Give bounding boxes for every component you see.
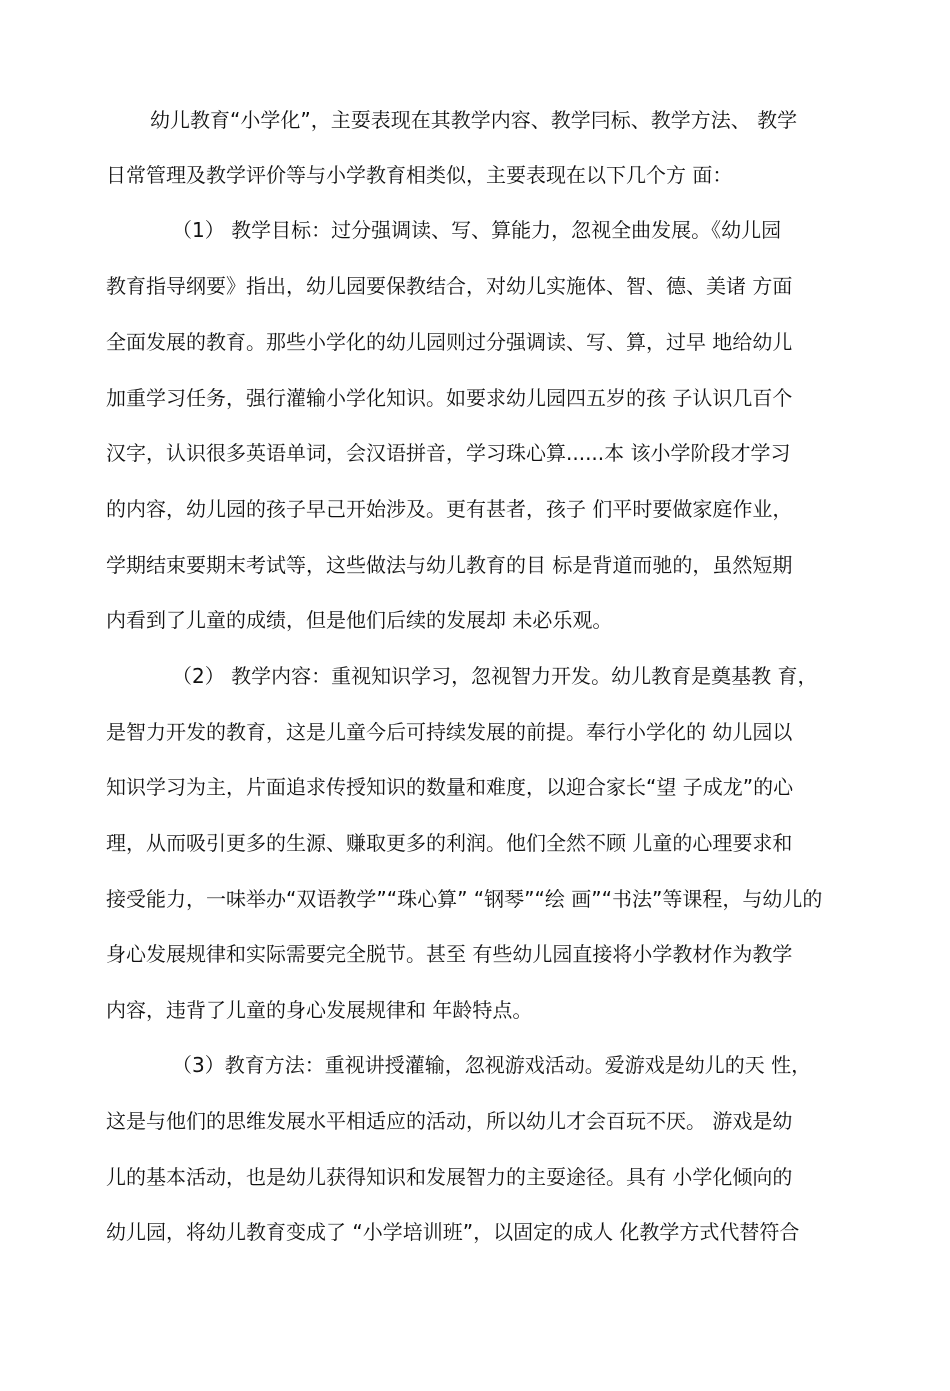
text-line: 教育指导纲要》指出，幼儿园要保教结合，对幼儿实施体、智、德、美诸 方面: [106, 274, 793, 298]
text-line: 加重学习任务，强行灌输小学化知识。如要求幼儿园四五岁的孩 子认识几百个: [106, 386, 793, 410]
text-line: 学期结束要期末考试等，这些做法与幼儿教育的目 标是背道而驰的，虽然短期: [106, 553, 793, 577]
text-line: 身心发展规律和实际需要完全脱节。甚至 有些幼儿园直接将小学教材作为教学: [106, 942, 793, 966]
text-line: 全面发展的教育。那些小学化的幼儿园则过分强调读、写、算，过早 地给幼儿: [106, 330, 793, 354]
text-line: （1） 教学目标：过分强调读、写、算能力，忽视全曲发展。《幼儿园: [172, 218, 782, 242]
text-line: 是智力开发的教育，这是儿童今后可持续发展的前提。奉行小学化的 幼儿园以: [106, 720, 793, 744]
text-line: 接受能力，一味举办“双语教学”“珠心算” “钢琴”“绘 画”“书法”等课程，与幼儿的: [106, 887, 823, 911]
text-line: 这是与他们的思维发展水平相适应的活动，所以幼儿才会百玩不厌。 游戏是幼: [106, 1109, 793, 1133]
text-line: 理，从而吸引更多的生源、赚取更多的利润。他们全然不顾 儿童的心理要求和: [106, 831, 793, 855]
text-line: 幼儿园，将幼儿教育变成了 “小学培训班”，以固定的成人 化教学方式代替符合: [106, 1220, 800, 1244]
text-line: 汉字，认识很多英语单词，会汉语拼音，学习珠心算......本 该小学阶段才学习: [106, 441, 791, 465]
text-line: 内容，违背了儿童的身心发展规律和 年龄特点。: [106, 998, 533, 1022]
text-line: 的内容，幼儿园的孩子早己开始涉及。更有甚者，孩子 们平时要做家庭作业，: [106, 497, 793, 521]
text-line: （3）教育方法：重视讲授灌输，忽视游戏活动。爱游戏是幼儿的天 性，: [172, 1053, 812, 1077]
text-line: （2） 教学内容：重视知识学习，忽视智力开发。幼儿教育是奠基教 育，: [172, 664, 818, 688]
text-line: 日常管理及教学评价等与小学教育相类似，主要表现在以下几个方 面：: [106, 163, 733, 187]
text-line: 幼儿教育“小学化”，主耍表现在其教学内容、教学冃标、教学方法、 教学: [150, 108, 798, 132]
text-line: 知识学习为主，片面追求传授知识的数量和难度，以迎合家长“望 子成龙”的心: [106, 775, 794, 799]
text-line: 内看到了儿童的成绩，但是他们后续的发展却 未必乐观。: [106, 608, 613, 632]
text-line: 儿的基本活动，也是幼儿获得知识和发展智力的主耍途径。具有 小学化倾向的: [106, 1165, 793, 1189]
